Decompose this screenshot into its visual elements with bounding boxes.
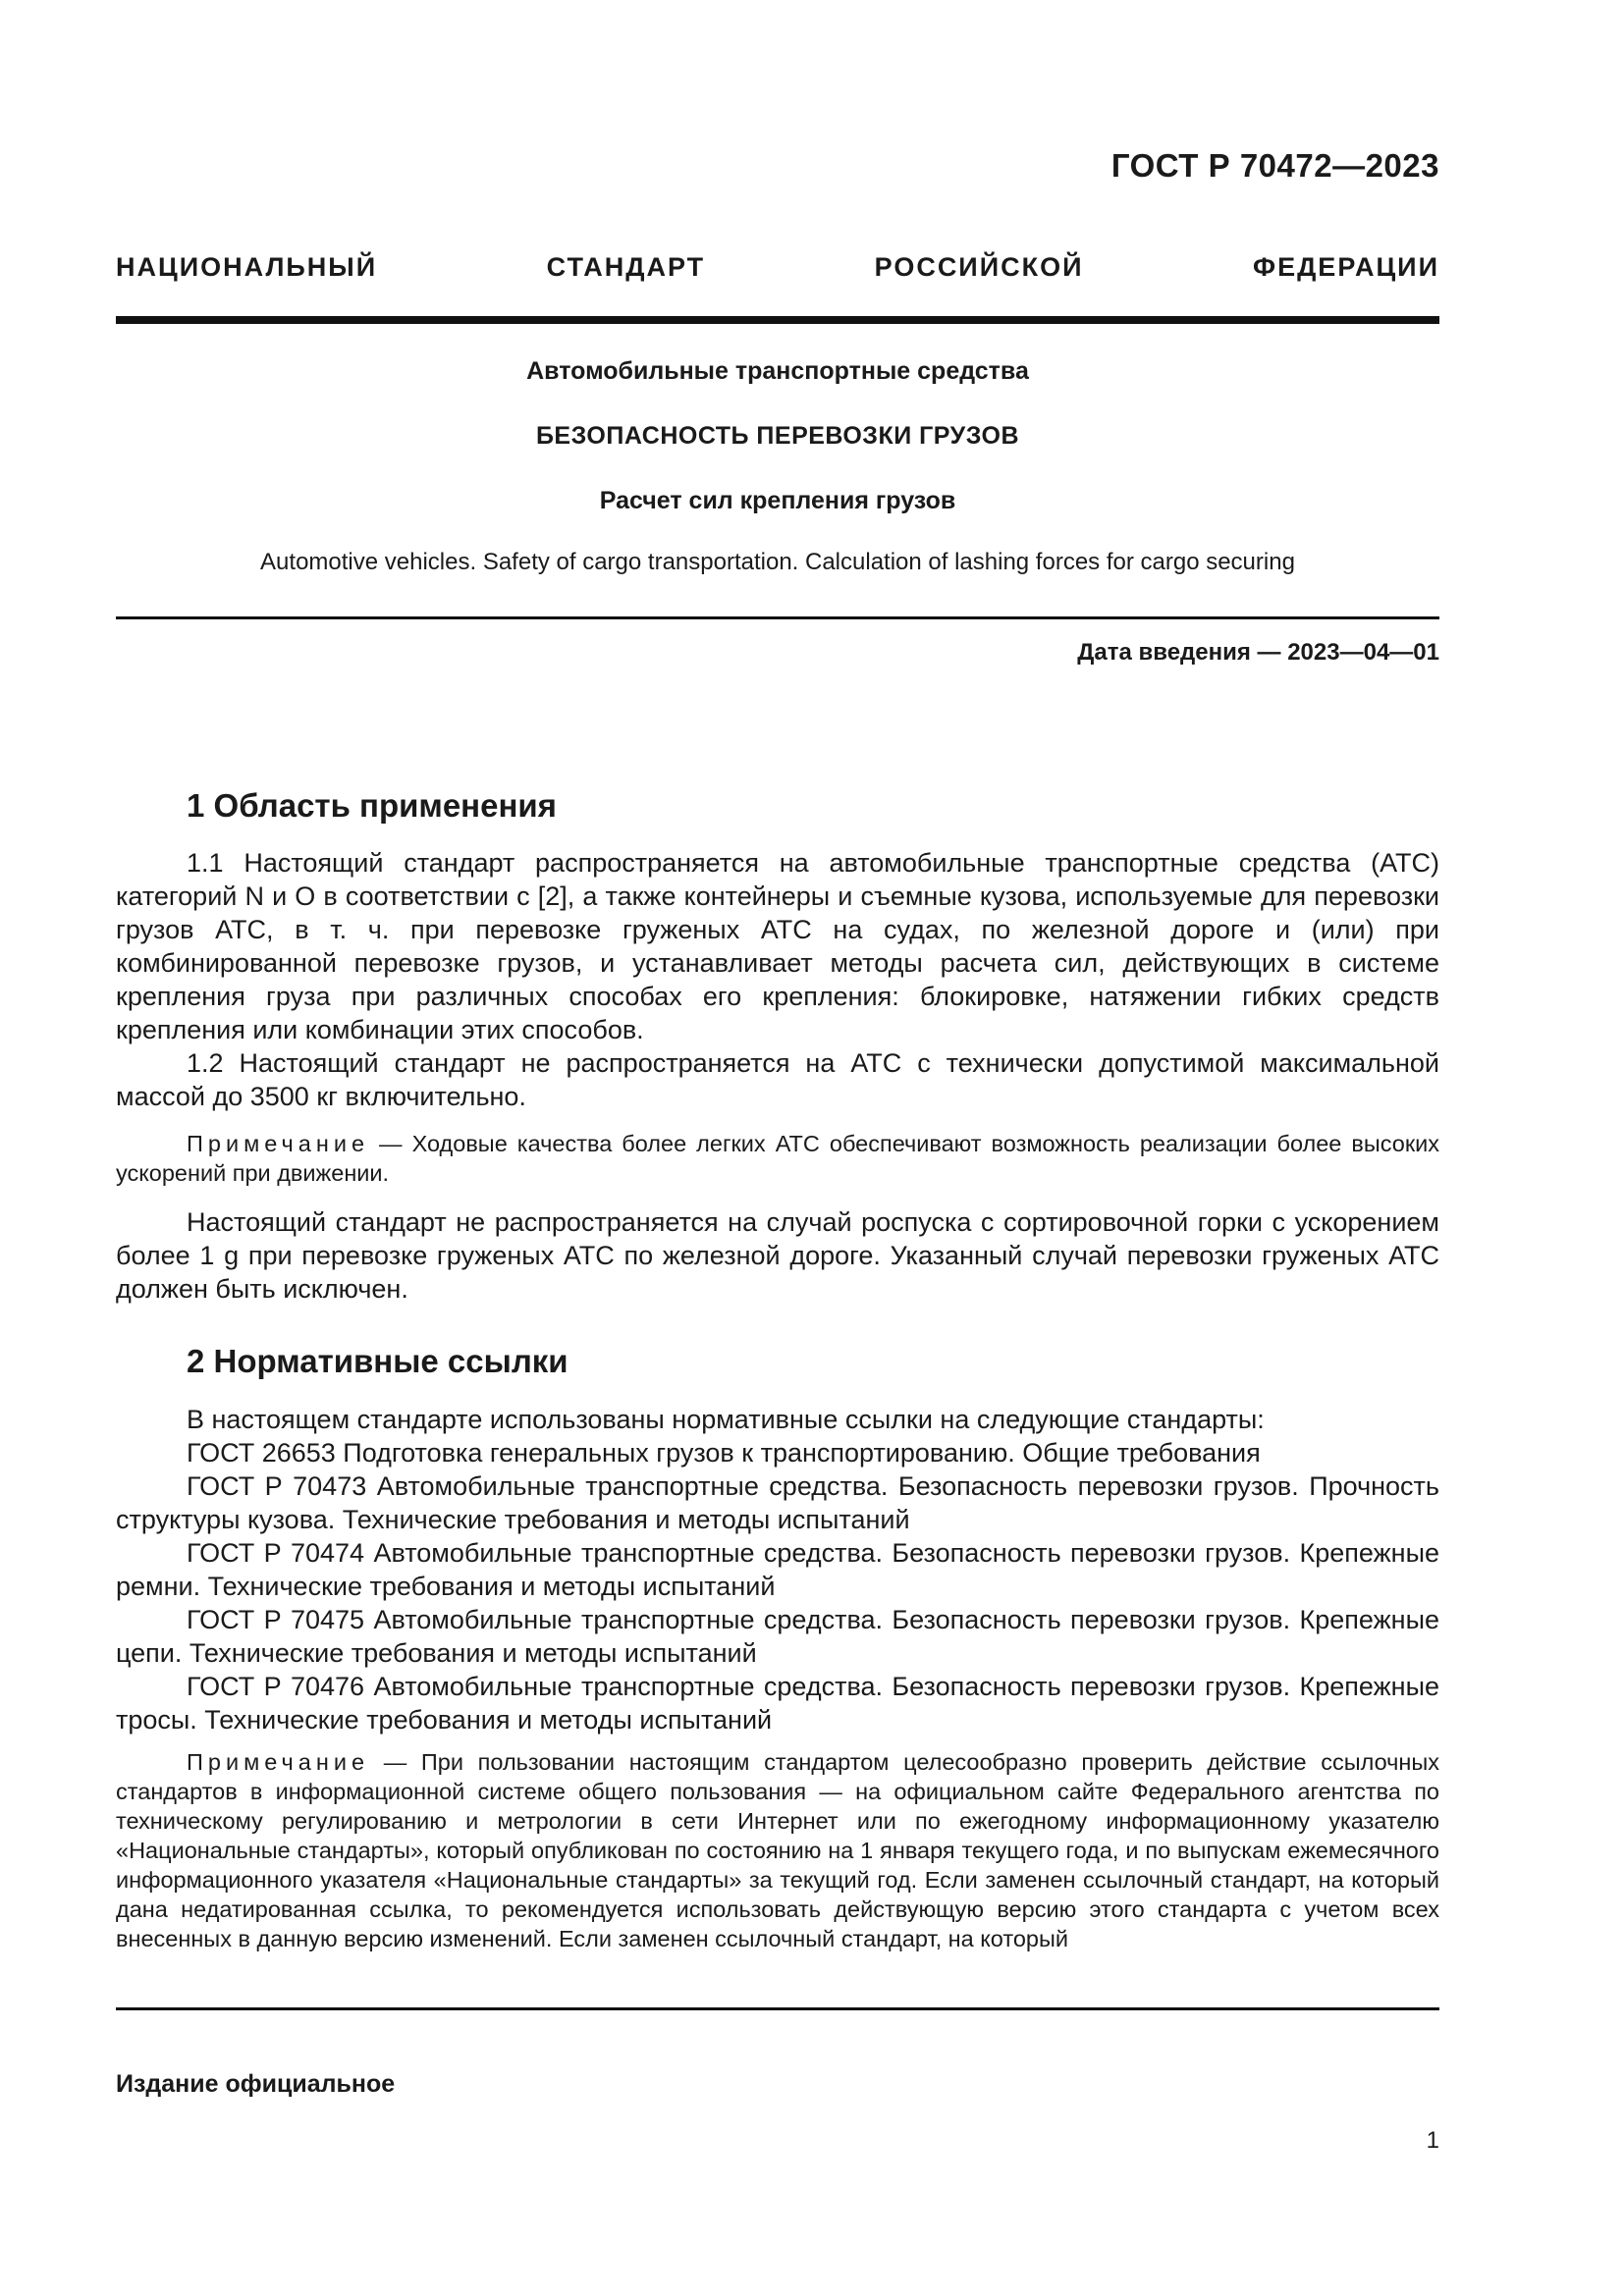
section-1-body (116, 846, 1439, 1113)
reference-item: ГОСТ Р 70476 Автомобильные транспортные средства. Безопасность перевозки грузов. Крепежные тросы. Технические требования и методы испытаний (116, 1672, 1439, 1735)
clause-1-2: 1.2 Настоящий стандарт не распространяется на АТС с технически допустимой максимальной массой до 3500 кг включительно. (116, 1048, 1439, 1111)
section-2-note (116, 1747, 1439, 1953)
clause-1-extra: Настоящий стандарт не распространяется на случай роспуска с сортировочной горки с ускорением более 1 g при перевозке груженых АТС по железной дороге. Указанный случай перевозки груженых АТС должен быть исключен. (116, 1207, 1439, 1304)
national-standard-banner: НАЦИОНАЛЬНЫЙ СТАНДАРТ РОССИЙСКОЙ ФЕДЕРАЦИИ (116, 252, 1439, 282)
introduction-date: Дата введения — 2023—04—01 (1077, 639, 1439, 666)
reference-item: ГОСТ Р 70474 Автомобильные транспортные средства. Безопасность перевозки грузов. Крепежные ремни. Технические требования и методы испытаний (116, 1538, 1439, 1601)
title-line-1: Автомобильные транспортные средства (526, 357, 1029, 385)
title-line-2: БЕЗОПАСНОСТЬ ПЕРЕВОЗКИ ГРУЗОВ (535, 422, 1020, 450)
section-1-heading: 1 Область применения (187, 787, 557, 824)
clause-1-1: 1.1 Настоящий стандарт распространяется на автомобильные транспортные средства (АТС) категорий N и O в соответствии с [2], а также контейнеры и съемные кузова, используемые для перевозки грузов АТС, в т. ч. при перевозке груженых АТС на судах, по железной дороге и (или) при комбинированной перевозке грузов, и устанавливает методы расчета сил, действующих в системе крепления груза при различных способах его крепления: блокировке, натяжении гибких средств крепления или комбинации этих способов. (116, 848, 1439, 1044)
reference-item: ГОСТ 26653 Подготовка генеральных грузов к транспортированию. Общие требования (187, 1438, 1261, 1468)
footer-rule (116, 2007, 1439, 2010)
refs-intro: В настоящем стандарте использованы нормативные ссылки на следующие стандарты: (187, 1405, 1265, 1434)
page-number: 1 (1426, 2127, 1439, 2154)
note-label: Примечание (187, 1749, 370, 1775)
reference-item: ГОСТ Р 70475 Автомобильные транспортные средства. Безопасность перевозки грузов. Крепежные цепи. Технические требования и методы испытаний (116, 1605, 1439, 1668)
note-text: — При пользовании настоящим стандартом целесообразно проверить действие ссылочных стандартов в информационной системе общего пользования — на официальном сайте Федерального агентства по техническому регулированию и метрологии в сети Интернет или по ежегодному информационному указателю «Национальные стандарты», который опубликован по состоянию на 1 января текущего года, и по выпускам ежемесячного информационного указателя «Национальные стандарты» за текущий год. Если заменен ссылочный стандарт, на который дана недатированная ссылка, то рекомендуется использовать действующую версию этого стандарта с учетом всех внесенных в данную версию изменений. Если заменен ссылочный стандарт, на который (116, 1749, 1439, 1951)
title-rule (116, 616, 1439, 619)
reference-item: ГОСТ Р 70473 Автомобильные транспортные средства. Безопасность перевозки грузов. Прочность структуры кузова. Технические требования и методы испытаний (116, 1471, 1439, 1534)
official-edition-label: Издание официальное (116, 2070, 396, 2098)
header-rule (116, 316, 1439, 324)
english-title: Automotive vehicles. Safety of cargo transportation. Calculation of lashing forces for cargo securing (260, 549, 1295, 575)
section-1-extra (116, 1205, 1439, 1306)
note-text: — Ходовые качества более легких АТС обеспечивают возможность реализации более высоких ускорений при движении. (116, 1131, 1439, 1186)
note-label: Примечание (187, 1131, 370, 1156)
document-code: ГОСТ Р 70472—2023 (1110, 147, 1439, 184)
section-2-body (116, 1403, 1439, 1736)
section-2-heading: 2 Нормативные ссылки (187, 1343, 568, 1379)
section-1-note (116, 1129, 1439, 1188)
title-line-3: Расчет сил крепления грузов (599, 487, 956, 514)
